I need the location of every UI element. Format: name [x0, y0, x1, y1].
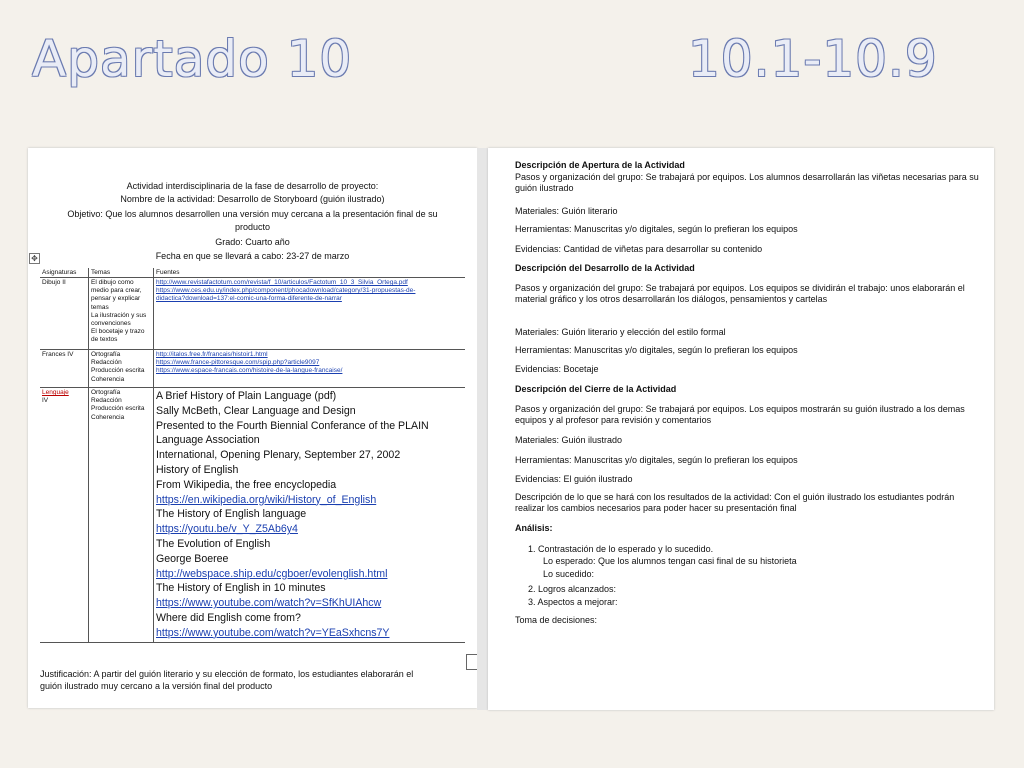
paragraph: Pasos y organización del grupo: Se trabajará por equipos. Los equipos se dividirán el trabajo: unos elaborarán el material gráfico y los otros desarrollarán los diálogos, pensamientos y cartelas	[515, 283, 965, 305]
sources-table	[40, 268, 465, 643]
subject-line: IV	[42, 397, 49, 405]
topic: Ortografía	[91, 389, 121, 396]
source-text: International, Opening Plenary, September 27, 2002	[156, 449, 401, 462]
heading-text: Descripción del Desarrollo de la Actividad	[515, 263, 695, 273]
section-heading	[515, 384, 985, 395]
justification	[40, 668, 470, 692]
sources-cell	[154, 350, 466, 388]
source-text: The History of English language	[156, 508, 307, 521]
source-link[interactable]: http://www.revistafactotum.com/revista/f_10/articulos/Factotum_10_3_Silvia_Ortega.pdf	[156, 279, 408, 286]
topic: de textos	[91, 336, 118, 344]
justification-line: guión ilustrado muy cercano a la versión final del producto	[40, 681, 273, 691]
subject-cell: Frances IV	[40, 350, 89, 388]
source-link[interactable]: https://www.youtube.com/watch?v=SfKhUIAhcw	[156, 597, 382, 610]
source-text: Presented to the Fourth Biennial Conferance of the PLAIN	[156, 419, 429, 432]
paragraph: Pasos y organización del grupo: Se trabajará por equipos. Los equipos mostrarán su guión ilustrado a los demas equipos y al profesor para revisión y comentarios	[515, 404, 965, 426]
source-text: The History of English in 10 minutes	[156, 582, 326, 595]
topic: El dibujo como	[91, 279, 134, 286]
section-heading	[515, 523, 985, 534]
topic: convenciones	[91, 320, 131, 328]
topic: Coherencia	[91, 375, 125, 383]
subject-cell	[40, 388, 89, 643]
subject-cell: Dibujo II	[40, 278, 89, 350]
slide-title-left: Apartado 10	[32, 30, 353, 88]
source-link[interactable]: http://webspace.ship.edu/cgboer/evolenglish.html	[156, 567, 388, 580]
paragraph: Evidencias: El guión ilustrado	[515, 474, 633, 484]
topic: La ilustración y sus	[91, 311, 147, 319]
list-item: 1. Contrastación de lo esperado y lo sucedido.	[528, 544, 714, 554]
source-text: From Wikipedia, the free encyclopedia	[156, 478, 337, 491]
header-line: Objetivo: Que los alumnos desarrollen una versión muy cercana a la presentación final de su	[67, 209, 438, 219]
source-link[interactable]: https://www.espace-francais.com/histoire-de-la-langue-francaise/	[156, 367, 343, 375]
table-header-row	[40, 268, 465, 278]
page-gutter	[477, 148, 488, 710]
topic: Ortografía	[91, 351, 121, 358]
paragraph: Materiales: Guión literario	[515, 206, 618, 216]
section-heading	[515, 160, 985, 171]
column-header: Fuentes	[154, 268, 466, 278]
list-item: Lo sucedido:	[543, 569, 595, 579]
topic: Coherencia	[91, 413, 125, 421]
topics-cell	[89, 350, 154, 388]
heading-text: Descripción de Apertura de la Actividad	[515, 160, 685, 170]
source-link[interactable]: https://youtu.be/v_Y_Z5Ab6y4	[156, 523, 298, 536]
topic: Producción escrita	[91, 367, 145, 375]
table-row	[40, 278, 465, 350]
source-text: History of English	[156, 463, 239, 476]
paragraph: Materiales: Guión ilustrado	[515, 435, 623, 445]
heading-text: Análisis:	[515, 523, 553, 533]
move-handle-icon[interactable]: ✥	[29, 253, 40, 264]
source-text: George Boeree	[156, 552, 229, 565]
paragraph: Toma de decisiones:	[515, 615, 598, 625]
topic: Redacción	[91, 359, 122, 367]
source-text: Sally McBeth, Clear Language and Design	[156, 404, 356, 417]
source-text: A Brief History of Plain Language (pdf)	[156, 390, 337, 402]
topic: Redacción	[91, 397, 122, 405]
subject-line: Lenguaje	[42, 389, 69, 396]
topics-cell	[89, 278, 154, 350]
topics-cell	[89, 388, 154, 643]
paragraph: Descripción de lo que se hará con los resultados de la actividad: Con el guión ilustrado los estudiantes podrán realizar los cambios necesarios para poder hacer su presentación final	[515, 492, 955, 514]
column-header: Asignaturas	[40, 268, 89, 278]
sources-cell	[154, 388, 466, 643]
source-link[interactable]: https://www.ces.edu.uy/index.php/component/phocadownload/category/31-propuestas-de-	[156, 287, 416, 295]
source-text: Language Association	[156, 434, 260, 447]
left-document-page	[28, 148, 477, 708]
topic: El bocetaje y trazo	[91, 328, 145, 336]
source-link[interactable]: https://www.france-pittoresque.com/spip.php?article9097	[156, 359, 320, 367]
header-line: Nombre de la actividad: Desarrollo de Storyboard (guión ilustrado)	[120, 194, 385, 204]
paragraph: Evidencias: Cantidad de viñetas para desarrollar su contenido	[515, 244, 763, 254]
right-document-page	[488, 148, 994, 710]
topic: pensar y explicar	[91, 295, 141, 303]
source-link[interactable]: https://www.youtube.com/watch?v=YEaSxhcns7Y	[156, 626, 390, 639]
paragraph: Pasos y organización del grupo: Se trabajará por equipos. Los alumnos desarrollarán las viñetas necesarias para su guión ilustrado	[515, 172, 979, 194]
heading-text: Descripción del Cierre de la Actividad	[515, 384, 677, 394]
source-text: Where did English come from?	[156, 611, 301, 624]
header-line: Fecha en que se llevará a cabo: 23-27 de marzo	[155, 251, 350, 261]
paragraph: Materiales: Guión literario y elección del estilo formal	[515, 327, 726, 337]
sources-cell	[154, 278, 466, 350]
justification-line: Justificación: A partir del guión literario y su elección de formato, los estudiantes elaborarán el	[40, 669, 414, 679]
list-item: 3. Aspectos a mejorar:	[528, 597, 618, 607]
topic: medio para crear,	[91, 287, 142, 295]
paragraph: Herramientas: Manuscritas y/o digitales, según lo prefieran los equipos	[515, 345, 798, 355]
list-item: Lo esperado: Que los alumnos tengan casi final de su historieta	[543, 556, 797, 566]
paragraph: Herramientas: Manuscritas y/o digitales, según lo prefieran los equipos	[515, 455, 798, 465]
topic: Producción escrita	[91, 405, 145, 413]
paragraph: Evidencias: Bocetaje	[515, 364, 599, 374]
table-row	[40, 388, 465, 643]
header-line: Actividad interdisciplinaria de la fase de desarrollo de proyecto:	[126, 181, 379, 191]
section-heading	[515, 263, 985, 274]
column-header: Temas	[89, 268, 154, 278]
source-link[interactable]: https://en.wikipedia.org/wiki/History_of_English	[156, 493, 377, 506]
slide-title-right: 10.1-10.9	[688, 30, 938, 88]
paragraph: Herramientas: Manuscritas y/o digitales, según lo prefieran los equipos	[515, 224, 798, 234]
topic: temas	[91, 303, 109, 311]
list-item: 2. Logros alcanzados:	[528, 584, 617, 594]
table-row	[40, 350, 465, 388]
source-link[interactable]: didactica?download=137:el-comic-una-forma-diferente-de-narrar	[156, 295, 342, 303]
header-line: Grado: Cuarto año	[215, 237, 290, 247]
source-link[interactable]: http://italos.free.fr/francais/histoir1.html	[156, 351, 268, 358]
source-text: The Evolution of English	[156, 537, 271, 550]
header-line: producto	[234, 222, 271, 232]
